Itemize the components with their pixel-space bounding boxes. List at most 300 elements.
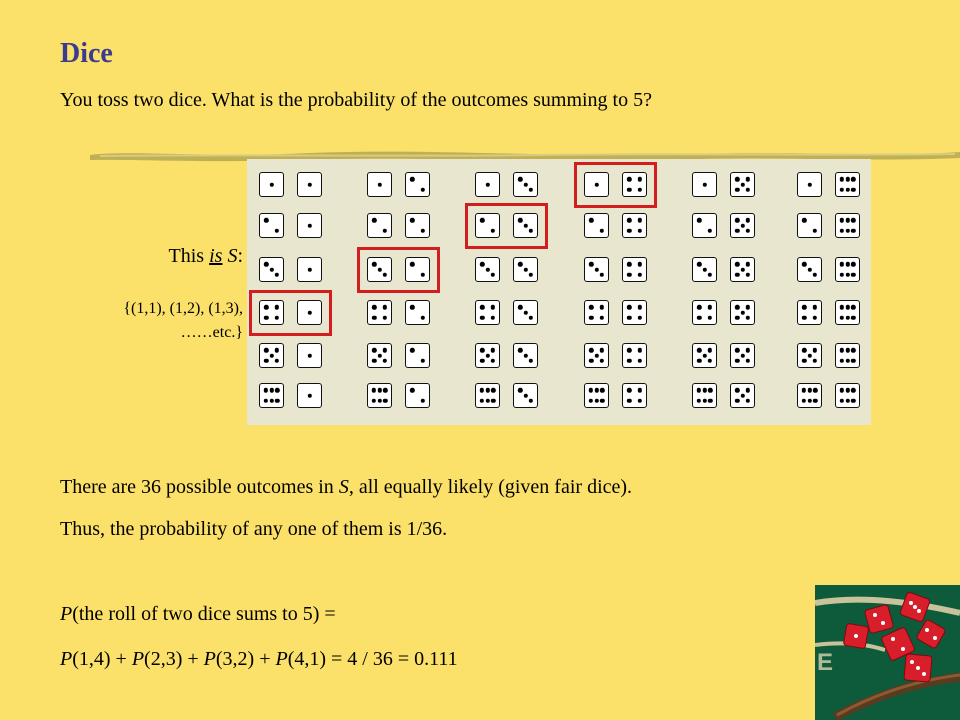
die-pip — [588, 398, 592, 402]
die-pip — [702, 182, 706, 186]
die-face-6 — [835, 300, 860, 325]
die-pip — [274, 272, 278, 276]
die-pip — [490, 315, 494, 319]
die-pip — [637, 218, 641, 222]
die-pip — [813, 388, 817, 392]
die-pip — [490, 305, 494, 309]
die-pip — [851, 388, 855, 392]
die-pip — [839, 315, 843, 319]
die-face-4 — [622, 300, 647, 325]
die-face-1 — [297, 343, 322, 368]
die-pip — [480, 358, 484, 362]
die-pip — [518, 262, 522, 266]
die-pip — [637, 348, 641, 352]
die-pip — [735, 177, 739, 181]
die-pip — [637, 272, 641, 276]
die-face-5 — [730, 213, 755, 238]
die-face-2 — [367, 213, 392, 238]
die-pip — [745, 228, 749, 232]
die-pip — [599, 305, 603, 309]
die-pip — [307, 267, 311, 271]
probability-calculation: P(1,4) + P(2,3) + P(3,2) + P(4,1) = 4 / 36 = 0.111 — [60, 648, 458, 670]
die-pip — [377, 398, 381, 402]
die-pip — [410, 305, 414, 309]
die-pip — [740, 393, 744, 397]
die-face-5 — [259, 343, 284, 368]
die-pip — [410, 388, 414, 392]
die-face-1 — [367, 172, 392, 197]
die-pip — [802, 358, 806, 362]
die-pip — [627, 228, 631, 232]
die-pip — [523, 353, 527, 357]
die-pip — [845, 218, 849, 222]
die-face-6 — [797, 383, 822, 408]
die-face-5 — [730, 257, 755, 282]
die-pip — [708, 398, 712, 402]
die-pip — [801, 388, 805, 392]
die-pip — [702, 353, 706, 357]
die-pip — [851, 187, 855, 191]
die-pip — [410, 218, 414, 222]
die-face-2 — [797, 213, 822, 238]
die-face-6 — [584, 383, 609, 408]
die-pip — [528, 272, 532, 276]
die-pip — [599, 358, 603, 362]
die-pip — [485, 182, 489, 186]
die-face-5 — [730, 383, 755, 408]
die-pip — [372, 358, 376, 362]
die-pip — [420, 398, 424, 402]
die-pip — [812, 358, 816, 362]
die-face-1 — [692, 172, 717, 197]
die-pip — [735, 388, 739, 392]
die-pip — [372, 218, 376, 222]
die-pip — [697, 315, 701, 319]
die-pip — [588, 388, 592, 392]
die-pip — [637, 262, 641, 266]
die-pip — [812, 228, 816, 232]
dice-outcome-grid — [247, 159, 871, 425]
die-pip — [518, 305, 522, 309]
die-face-5 — [692, 343, 717, 368]
die-pip — [594, 398, 598, 402]
die-pip — [735, 305, 739, 309]
die-face-1 — [297, 213, 322, 238]
die-pip — [383, 398, 387, 402]
die-pip — [745, 218, 749, 222]
die-pip — [707, 315, 711, 319]
die-pip — [839, 358, 843, 362]
die-pip — [307, 182, 311, 186]
die-face-6 — [835, 172, 860, 197]
die-pip — [707, 228, 711, 232]
die-pip — [802, 262, 806, 266]
sample-space-set-line2: ……etc.} — [180, 324, 243, 341]
die-pip — [479, 398, 483, 402]
die-face-6 — [835, 383, 860, 408]
die-pip — [594, 388, 598, 392]
die-pip — [637, 388, 641, 392]
die-pip — [627, 218, 631, 222]
die-face-6 — [259, 383, 284, 408]
die-pip — [839, 305, 843, 309]
die-pip — [807, 182, 811, 186]
die-pip — [269, 267, 273, 271]
die-pip — [637, 358, 641, 362]
highlight-sum-5-box — [465, 203, 548, 249]
die-pip — [851, 228, 855, 232]
die-pip — [479, 388, 483, 392]
die-pip — [274, 358, 278, 362]
die-pip — [264, 358, 268, 362]
die-pip — [599, 228, 603, 232]
die-pip — [845, 315, 849, 319]
die-face-1 — [297, 383, 322, 408]
die-pip — [697, 305, 701, 309]
die-pip — [420, 187, 424, 191]
die-pip — [269, 182, 273, 186]
die-pip — [740, 182, 744, 186]
die-face-5 — [730, 172, 755, 197]
die-pip — [745, 398, 749, 402]
die-pip — [839, 177, 843, 181]
die-pip — [697, 358, 701, 362]
die-pip — [485, 398, 489, 402]
sample-space-set — [123, 297, 243, 345]
die-pip — [851, 315, 855, 319]
die-pip — [702, 388, 706, 392]
die-pip — [275, 388, 279, 392]
die-pip — [594, 267, 598, 271]
die-face-4 — [622, 257, 647, 282]
die-pip — [802, 218, 806, 222]
die-pip — [801, 398, 805, 402]
die-pip — [490, 358, 494, 362]
die-pip — [627, 262, 631, 266]
die-pip — [839, 272, 843, 276]
die-pip — [627, 305, 631, 309]
die-face-4 — [367, 300, 392, 325]
die-pip — [845, 262, 849, 266]
die-pip — [740, 267, 744, 271]
die-face-2 — [405, 300, 430, 325]
die-pip — [735, 358, 739, 362]
die-pip — [307, 393, 311, 397]
die-pip — [839, 262, 843, 266]
highlight-sum-5-box — [357, 247, 440, 293]
die-pip — [589, 358, 593, 362]
event-probability-text: P(the roll of two dice sums to 5) = — [60, 603, 336, 625]
die-pip — [382, 315, 386, 319]
die-face-3 — [513, 257, 538, 282]
die-pip — [745, 177, 749, 181]
die-pip — [812, 315, 816, 319]
svg-text:E: E — [817, 649, 834, 676]
die-pip — [523, 310, 527, 314]
die-pip — [599, 348, 603, 352]
die-pip — [812, 305, 816, 309]
die-pip — [697, 218, 701, 222]
die-pip — [637, 305, 641, 309]
die-pip — [627, 348, 631, 352]
die-pip — [813, 398, 817, 402]
die-pip — [851, 272, 855, 276]
die-pip — [377, 182, 381, 186]
die-pip — [480, 262, 484, 266]
die-pip — [707, 272, 711, 276]
die-pip — [745, 305, 749, 309]
die-pip — [269, 388, 273, 392]
die-pip — [802, 305, 806, 309]
die-pip — [589, 348, 593, 352]
die-pip — [528, 315, 532, 319]
die-pip — [523, 267, 527, 271]
die-pip — [637, 315, 641, 319]
die-pip — [851, 398, 855, 402]
die-pip — [696, 398, 700, 402]
die-pip — [264, 262, 268, 266]
die-pip — [377, 388, 381, 392]
die-face-2 — [405, 343, 430, 368]
die-face-2 — [405, 213, 430, 238]
die-pip — [735, 272, 739, 276]
die-face-3 — [513, 300, 538, 325]
die-face-5 — [730, 300, 755, 325]
die-pip — [627, 358, 631, 362]
die-pip — [627, 398, 631, 402]
die-pip — [485, 267, 489, 271]
die-pip — [807, 267, 811, 271]
die-face-3 — [475, 257, 500, 282]
die-face-5 — [797, 343, 822, 368]
die-pip — [372, 315, 376, 319]
die-pip — [707, 305, 711, 309]
die-pip — [627, 388, 631, 392]
die-face-3 — [692, 257, 717, 282]
die-pip — [851, 177, 855, 181]
die-face-1 — [259, 172, 284, 197]
die-pip — [382, 305, 386, 309]
die-pip — [274, 348, 278, 352]
die-pip — [420, 358, 424, 362]
die-pip — [589, 305, 593, 309]
die-pip — [264, 218, 268, 222]
die-pip — [735, 218, 739, 222]
die-pip — [528, 398, 532, 402]
die-pip — [696, 388, 700, 392]
die-pip — [523, 393, 527, 397]
die-face-6 — [835, 343, 860, 368]
die-pip — [745, 358, 749, 362]
die-pip — [845, 348, 849, 352]
die-pip — [490, 348, 494, 352]
die-pip — [518, 177, 522, 181]
die-pip — [702, 398, 706, 402]
die-pip — [802, 348, 806, 352]
die-pip — [839, 348, 843, 352]
sample-space-is: is — [209, 245, 223, 267]
die-pip — [382, 358, 386, 362]
die-pip — [839, 388, 843, 392]
die-pip — [599, 272, 603, 276]
die-pip — [269, 398, 273, 402]
die-pip — [491, 398, 495, 402]
die-face-4 — [475, 300, 500, 325]
die-pip — [485, 353, 489, 357]
die-pip — [480, 348, 484, 352]
die-pip — [845, 177, 849, 181]
die-pip — [845, 358, 849, 362]
die-pip — [275, 398, 279, 402]
die-pip — [371, 398, 375, 402]
die-face-2 — [584, 213, 609, 238]
die-pip — [372, 305, 376, 309]
die-face-3 — [513, 343, 538, 368]
sample-space-set-line1: {(1,1), (1,2), (1,3), — [123, 300, 243, 317]
die-pip — [745, 187, 749, 191]
die-pip — [740, 223, 744, 227]
die-pip — [807, 388, 811, 392]
die-pip — [372, 348, 376, 352]
die-pip — [480, 315, 484, 319]
die-face-1 — [297, 172, 322, 197]
die-pip — [697, 262, 701, 266]
die-pip — [845, 272, 849, 276]
die-pip — [485, 388, 489, 392]
die-pip — [735, 262, 739, 266]
die-pip — [851, 305, 855, 309]
die-pip — [851, 348, 855, 352]
die-face-6 — [692, 383, 717, 408]
die-pip — [490, 272, 494, 276]
die-pip — [307, 353, 311, 357]
die-face-4 — [692, 300, 717, 325]
die-face-6 — [835, 257, 860, 282]
die-pip — [491, 388, 495, 392]
die-face-4 — [622, 383, 647, 408]
die-pip — [807, 398, 811, 402]
die-face-3 — [797, 257, 822, 282]
die-pip — [807, 353, 811, 357]
single-outcome-probability-text: Thus, the probability of any one of them is 1/36. — [60, 518, 448, 540]
die-pip — [708, 388, 712, 392]
die-pip — [371, 388, 375, 392]
die-pip — [845, 187, 849, 191]
die-pip — [735, 398, 739, 402]
die-pip — [480, 305, 484, 309]
die-pip — [377, 353, 381, 357]
die-face-4 — [584, 300, 609, 325]
die-face-6 — [835, 213, 860, 238]
die-pip — [589, 262, 593, 266]
die-face-4 — [622, 213, 647, 238]
die-pip — [839, 228, 843, 232]
die-face-5 — [584, 343, 609, 368]
die-pip — [264, 348, 268, 352]
die-pip — [637, 228, 641, 232]
sample-space-label: This is S: — [168, 245, 243, 267]
die-pip — [410, 177, 414, 181]
die-pip — [383, 388, 387, 392]
die-pip — [812, 272, 816, 276]
die-pip — [851, 358, 855, 362]
casino-dice-photo — [815, 585, 960, 720]
die-pip — [697, 348, 701, 352]
die-pip — [523, 182, 527, 186]
die-face-4 — [622, 343, 647, 368]
die-pip — [740, 310, 744, 314]
question-text: You toss two dice. What is the probability of the outcomes summing to 5? — [60, 89, 652, 111]
die-pip — [707, 348, 711, 352]
die-pip — [382, 348, 386, 352]
die-pip — [735, 187, 739, 191]
die-pip — [735, 348, 739, 352]
die-pip — [263, 398, 267, 402]
die-pip — [420, 315, 424, 319]
die-pip — [627, 272, 631, 276]
die-face-3 — [513, 172, 538, 197]
highlight-sum-5-box — [574, 162, 657, 208]
die-pip — [600, 398, 604, 402]
die-pip — [420, 228, 424, 232]
die-face-2 — [405, 383, 430, 408]
die-pip — [307, 223, 311, 227]
die-pip — [627, 315, 631, 319]
die-face-3 — [513, 383, 538, 408]
die-pip — [745, 348, 749, 352]
die-pip — [599, 315, 603, 319]
die-pip — [518, 348, 522, 352]
die-pip — [745, 262, 749, 266]
die-pip — [845, 398, 849, 402]
die-pip — [735, 228, 739, 232]
die-pip — [528, 187, 532, 191]
die-pip — [812, 348, 816, 352]
die-pip — [274, 228, 278, 232]
die-pip — [839, 187, 843, 191]
slide-title: Dice — [60, 38, 113, 69]
outcomes-count-text: There are 36 possible outcomes in S, all equally likely (given fair dice). — [60, 476, 633, 498]
die-pip — [735, 315, 739, 319]
die-pip — [745, 272, 749, 276]
die-pip — [745, 388, 749, 392]
die-pip — [269, 353, 273, 357]
die-pip — [263, 388, 267, 392]
die-pip — [845, 305, 849, 309]
die-face-5 — [475, 343, 500, 368]
die-pip — [839, 398, 843, 402]
die-face-2 — [259, 213, 284, 238]
die-pip — [702, 267, 706, 271]
die-pip — [851, 262, 855, 266]
die-pip — [528, 358, 532, 362]
die-pip — [745, 315, 749, 319]
die-face-2 — [405, 172, 430, 197]
die-face-1 — [797, 172, 822, 197]
die-face-2 — [692, 213, 717, 238]
die-pip — [851, 218, 855, 222]
die-face-5 — [730, 343, 755, 368]
die-pip — [637, 398, 641, 402]
die-face-1 — [297, 257, 322, 282]
die-pip — [594, 353, 598, 357]
highlight-sum-5-box — [249, 290, 332, 336]
die-pip — [839, 218, 843, 222]
die-face-1 — [475, 172, 500, 197]
die-pip — [740, 353, 744, 357]
die-pip — [518, 388, 522, 392]
die-face-4 — [797, 300, 822, 325]
